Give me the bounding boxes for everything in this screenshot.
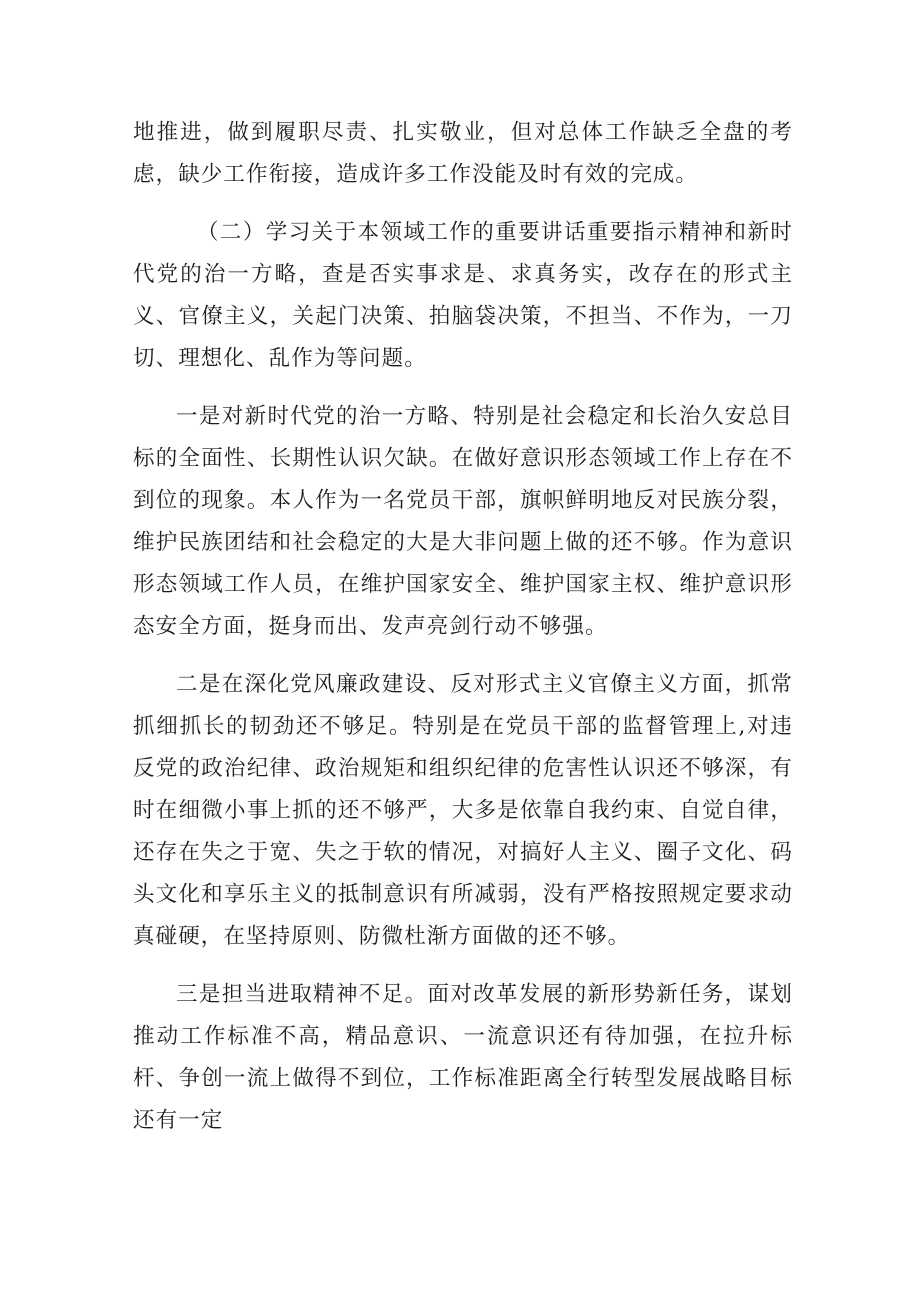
paragraph-continuation: 地推进，做到履职尽责、扎实敬业，但对总体工作缺乏全盘的考虑，缺少工作衔接，造成许多工作没能及时有效的完成。	[133, 120, 793, 187]
paragraph-section-heading: （二）学习关于本领域工作的重要讲话重要指示精神和新时代党的治一方略，查是否实事求是、求真务实，改存在的形式主义、官僚主义，关起门决策、拍脑袋决策，不担当、不作为，一刀切、理想化、乱作为等问题。	[133, 220, 793, 371]
document-body	[133, 112, 793, 1158]
paragraph-point-one: 一是对新时代党的治一方略、特别是社会稳定和长治久安总目标的全面性、长期性认识欠缺。在做好意识形态领域工作上存在不到位的现象。本人作为一名党员干部，旗帜鲜明地反对民族分裂，维护民族团结和社会稳定的大是大非问题上做的还不够。作为意识形态领域工作人员，在维护国家安全、维护国家主权、维护意识形态安全方面，挺身而出、发声亮剑行动不够强。	[133, 404, 793, 639]
paragraph-point-three: 三是担当进取精神不足。面对改革发展的新形势新任务，谋划推动工作标准不高，精品意识、一流意识还有待加强，在拉升标杆、争创一流上做得不到位，工作标准距离全行转型发展战略目标还有一定	[133, 982, 793, 1133]
paragraph-point-two: 二是在深化党风廉政建设、反对形式主义官僚主义方面，抓常抓细抓长的韧劲还不够足。特别是在党员干部的监督管理上,对违反党的政治纪律、政治规矩和组织纪律的危害性认识还不够深，有时在细微小事上抓的还不够严，大多是依靠自我约束、自觉自律，还存在失之于宽、失之于软的情况，对搞好人主义、圈子文化、码头文化和享乐主义的抵制意识有所减弱，没有严格按照规定要求动真碰硬，在坚持原则、防微杜渐方面做的还不够。	[133, 672, 793, 949]
